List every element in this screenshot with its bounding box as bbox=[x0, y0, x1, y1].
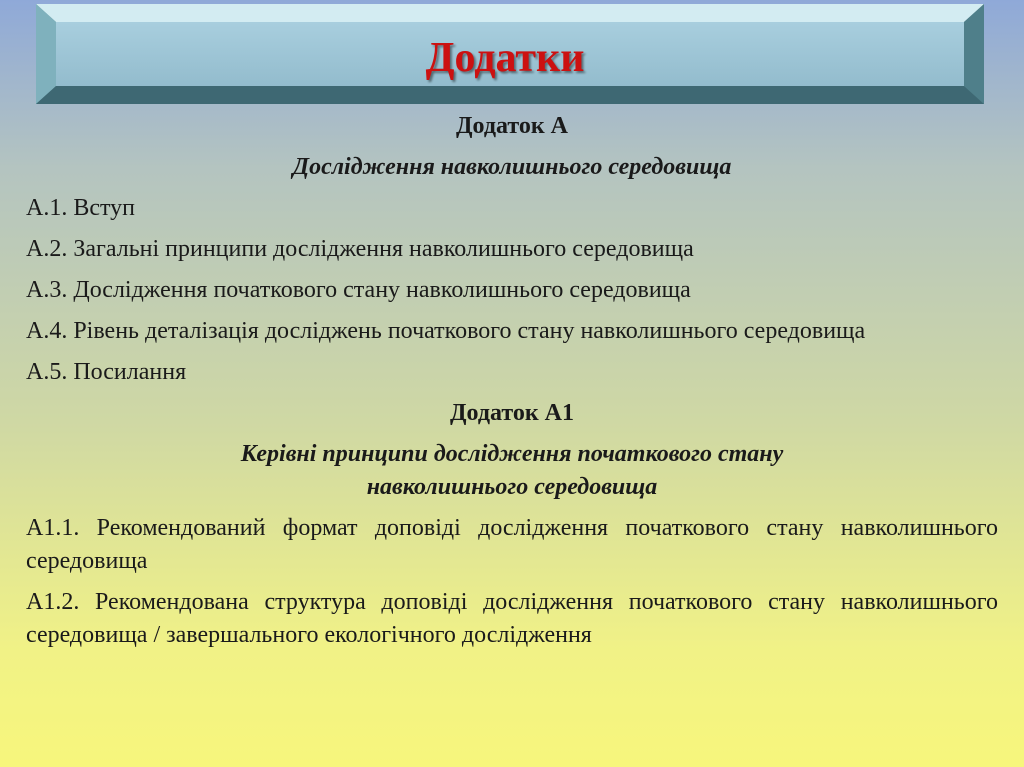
list-item: А.3. Дослідження початкового стану навколишнього середовища bbox=[26, 277, 691, 303]
list-item: А.2. Загальні принципи дослідження навколишнього середовища bbox=[26, 236, 694, 262]
content bbox=[26, 110, 998, 660]
list-item: А1.1. Рекомендований формат доповіді дослідження початкового стану навколишнього середовища bbox=[26, 515, 998, 574]
section-a-subtitle: Дослідження навколишнього середовища bbox=[292, 154, 732, 180]
section-a1-subtitle-line1: Керівні принципи дослідження початкового стану bbox=[240, 441, 784, 467]
page-title: Додатки bbox=[425, 35, 585, 81]
section-a1-subtitle-line2: навколишнього середовища bbox=[366, 474, 658, 500]
title-banner bbox=[0, 0, 1024, 110]
list-item: А.1. Вступ bbox=[26, 195, 136, 221]
section-a1-heading: Додаток А1 bbox=[450, 400, 574, 426]
section-a-heading: Додаток А bbox=[456, 113, 568, 139]
list-item: А.4. Рівень деталізація досліджень початкового стану навколишнього середовища bbox=[26, 318, 866, 344]
list-item: А.5. Посилання bbox=[26, 359, 187, 385]
list-item: А1.2. Рекомендована структура доповіді дослідження початкового стану навколишнього середовища / завершального екологічного дослідження bbox=[26, 589, 998, 648]
